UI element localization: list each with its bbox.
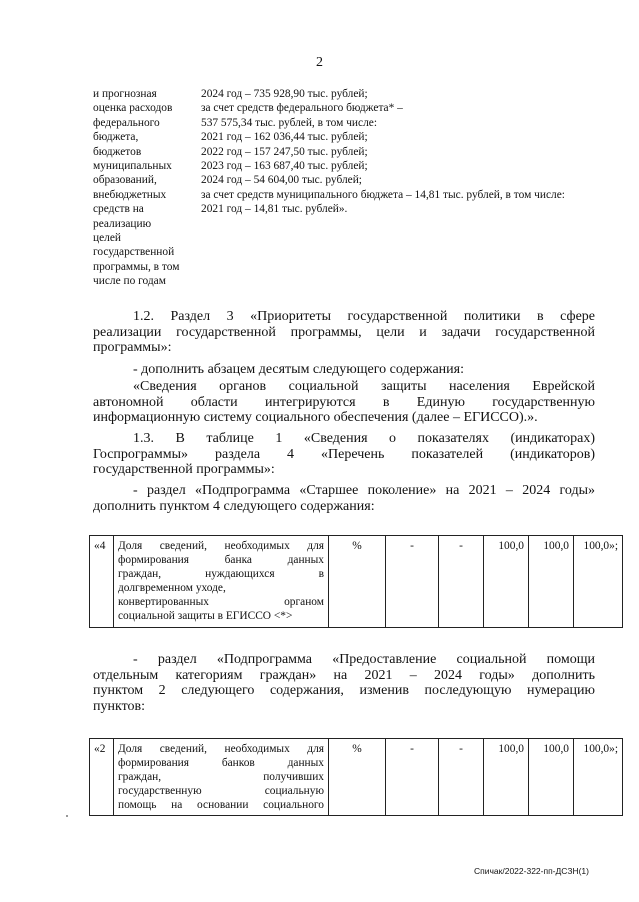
paragraph-line: 1.3. В таблице 1 «Сведения о показателях (индикаторах) [133,431,595,446]
paragraph-line: отдельным категориям граждан» на 2021 – 2024 годы» дополнить [93,667,595,683]
funding-value-line: 2021 год – 162 036,44 тыс. рублей; [201,131,368,144]
funding-label-line: и прогнозная [93,88,157,100]
indicator-name-line: граждан, нуждающихся в [118,568,324,581]
value-cell: 100,0 [484,739,529,816]
row-number: «2 [90,739,114,816]
value-cell: 100,0»; [574,739,623,816]
value-cell: 100,0 [484,536,529,628]
paragraph-line: государственной программы»: [93,462,275,478]
funding-values [201,87,593,217]
funding-value-line: за счет средств муниципального бюджета – 14,81 тыс. рублей, в том числе: [201,188,565,201]
paragraph-line: пунктом 2 следующего содержания, изменив последующую нумерацию [93,683,595,699]
indicator-name-line: граждан, получивших [118,771,324,784]
value-cell: - [386,739,439,816]
paragraph-line: информационную систему социального обеспечения (далее – ЕГИССО).». [93,410,538,426]
funding-value-line: 2024 год – 54 604,00 тыс. рублей; [201,174,362,187]
funding-label-line: числе по годам [93,275,166,288]
paragraph-1-2-instruction [93,362,595,378]
paragraph-line: программы»: [93,340,172,356]
indicator-name-line: формирования банка данных [118,554,324,567]
document-footer-code: Спичак/2022-322-пп-ДСЗН(1) [474,866,589,876]
indicator-name-line: Доля сведений, необходимых для [118,743,324,755]
paragraph-line: пунктов: [93,698,146,714]
funding-label-line: целей [93,232,121,245]
indicator-name-line: конвертированных органом [118,596,324,609]
funding-label-line: государственной [93,246,175,259]
funding-value-line: 2024 год – 735 928,90 тыс. рублей; [201,88,368,100]
paragraph-line: - раздел «Подпрограмма «Старшее поколение» на 2021 – 2024 годы» [133,483,595,498]
paragraph-line: «Сведения органов социальной защиты населения Еврейской [133,379,595,394]
indicator-name-line: социальной защиты в ЕГИССО <*> [118,610,293,623]
funding-value-line: 2023 год – 163 687,40 тыс. рублей; [201,160,368,173]
indicator-table-1 [89,535,623,628]
scan-speck [66,815,68,817]
funding-value-line: за счет средств федерального бюджета* – [201,102,403,115]
value-cell: 100,0 [529,536,574,628]
table-row [90,536,623,628]
indicator-name [114,739,329,816]
funding-value-line: 2021 год – 14,81 тыс. рублей». [201,203,348,216]
value-cell: 100,0 [529,739,574,816]
page-number: 2 [316,55,323,70]
paragraph-line: - раздел «Подпрограмма «Предоставление социальной помощи [133,652,595,667]
paragraph-subprogram-2 [93,652,595,714]
funding-label-line: муниципальных [93,160,172,173]
paragraph-line: - дополнить абзацем десятым следующего содержания: [133,362,464,377]
funding-label-line: бюджетов [93,145,142,158]
paragraph-line: 1.2. Раздел 3 «Приоритеты государственной политики в сфере [133,309,595,324]
funding-label-line: федерального [93,116,160,129]
unit-cell: % [329,536,386,628]
unit-cell: % [329,739,386,816]
funding-label-line: оценка расходов [93,102,173,115]
indicator-table-2 [89,738,623,816]
funding-value-line: 2022 год – 157 247,50 тыс. рублей; [201,145,368,158]
paragraph-egisso-quote [93,379,595,426]
paragraph-line: дополнить пунктом 4 следующего содержания: [93,498,375,514]
paragraph-line: реализации государственной программы, цели и задачи государственной [93,324,595,340]
indicator-name-line: долгвременном уходе, [118,582,226,595]
funding-label-line: внебюджетных [93,188,167,201]
paragraph-line: Госпрограммы» раздела 4 «Перечень показателей (индикаторов) [93,446,595,462]
value-cell: - [439,536,484,628]
paragraph-1-3 [93,431,595,478]
funding-label-line: реализацию [93,217,152,230]
value-cell: - [386,536,439,628]
indicator-name-line: государственную социальную [118,785,324,798]
value-cell: - [439,739,484,816]
paragraph-1-3-instruction [93,483,595,514]
indicator-name-line: формирования банков данных [118,757,324,770]
funding-label-line: бюджета, [93,131,139,144]
funding-label-line: средств на [93,203,144,216]
paragraph-line: автономной области интегрируются в Единую государственную [93,394,595,410]
table-row [90,739,623,816]
paragraph-1-2 [93,309,595,356]
indicator-name-line: помощь на основании социального [118,799,324,812]
value-cell: 100,0»; [574,536,623,628]
row-number: «4 [90,536,114,628]
indicator-name-line: Доля сведений, необходимых для [118,540,324,552]
funding-label [93,87,196,289]
funding-label-line: образований, [93,174,157,187]
funding-label-line: программы, в том [93,260,180,273]
funding-value-line: 537 575,34 тыс. рублей, в том числе: [201,116,377,129]
indicator-name [114,536,329,628]
